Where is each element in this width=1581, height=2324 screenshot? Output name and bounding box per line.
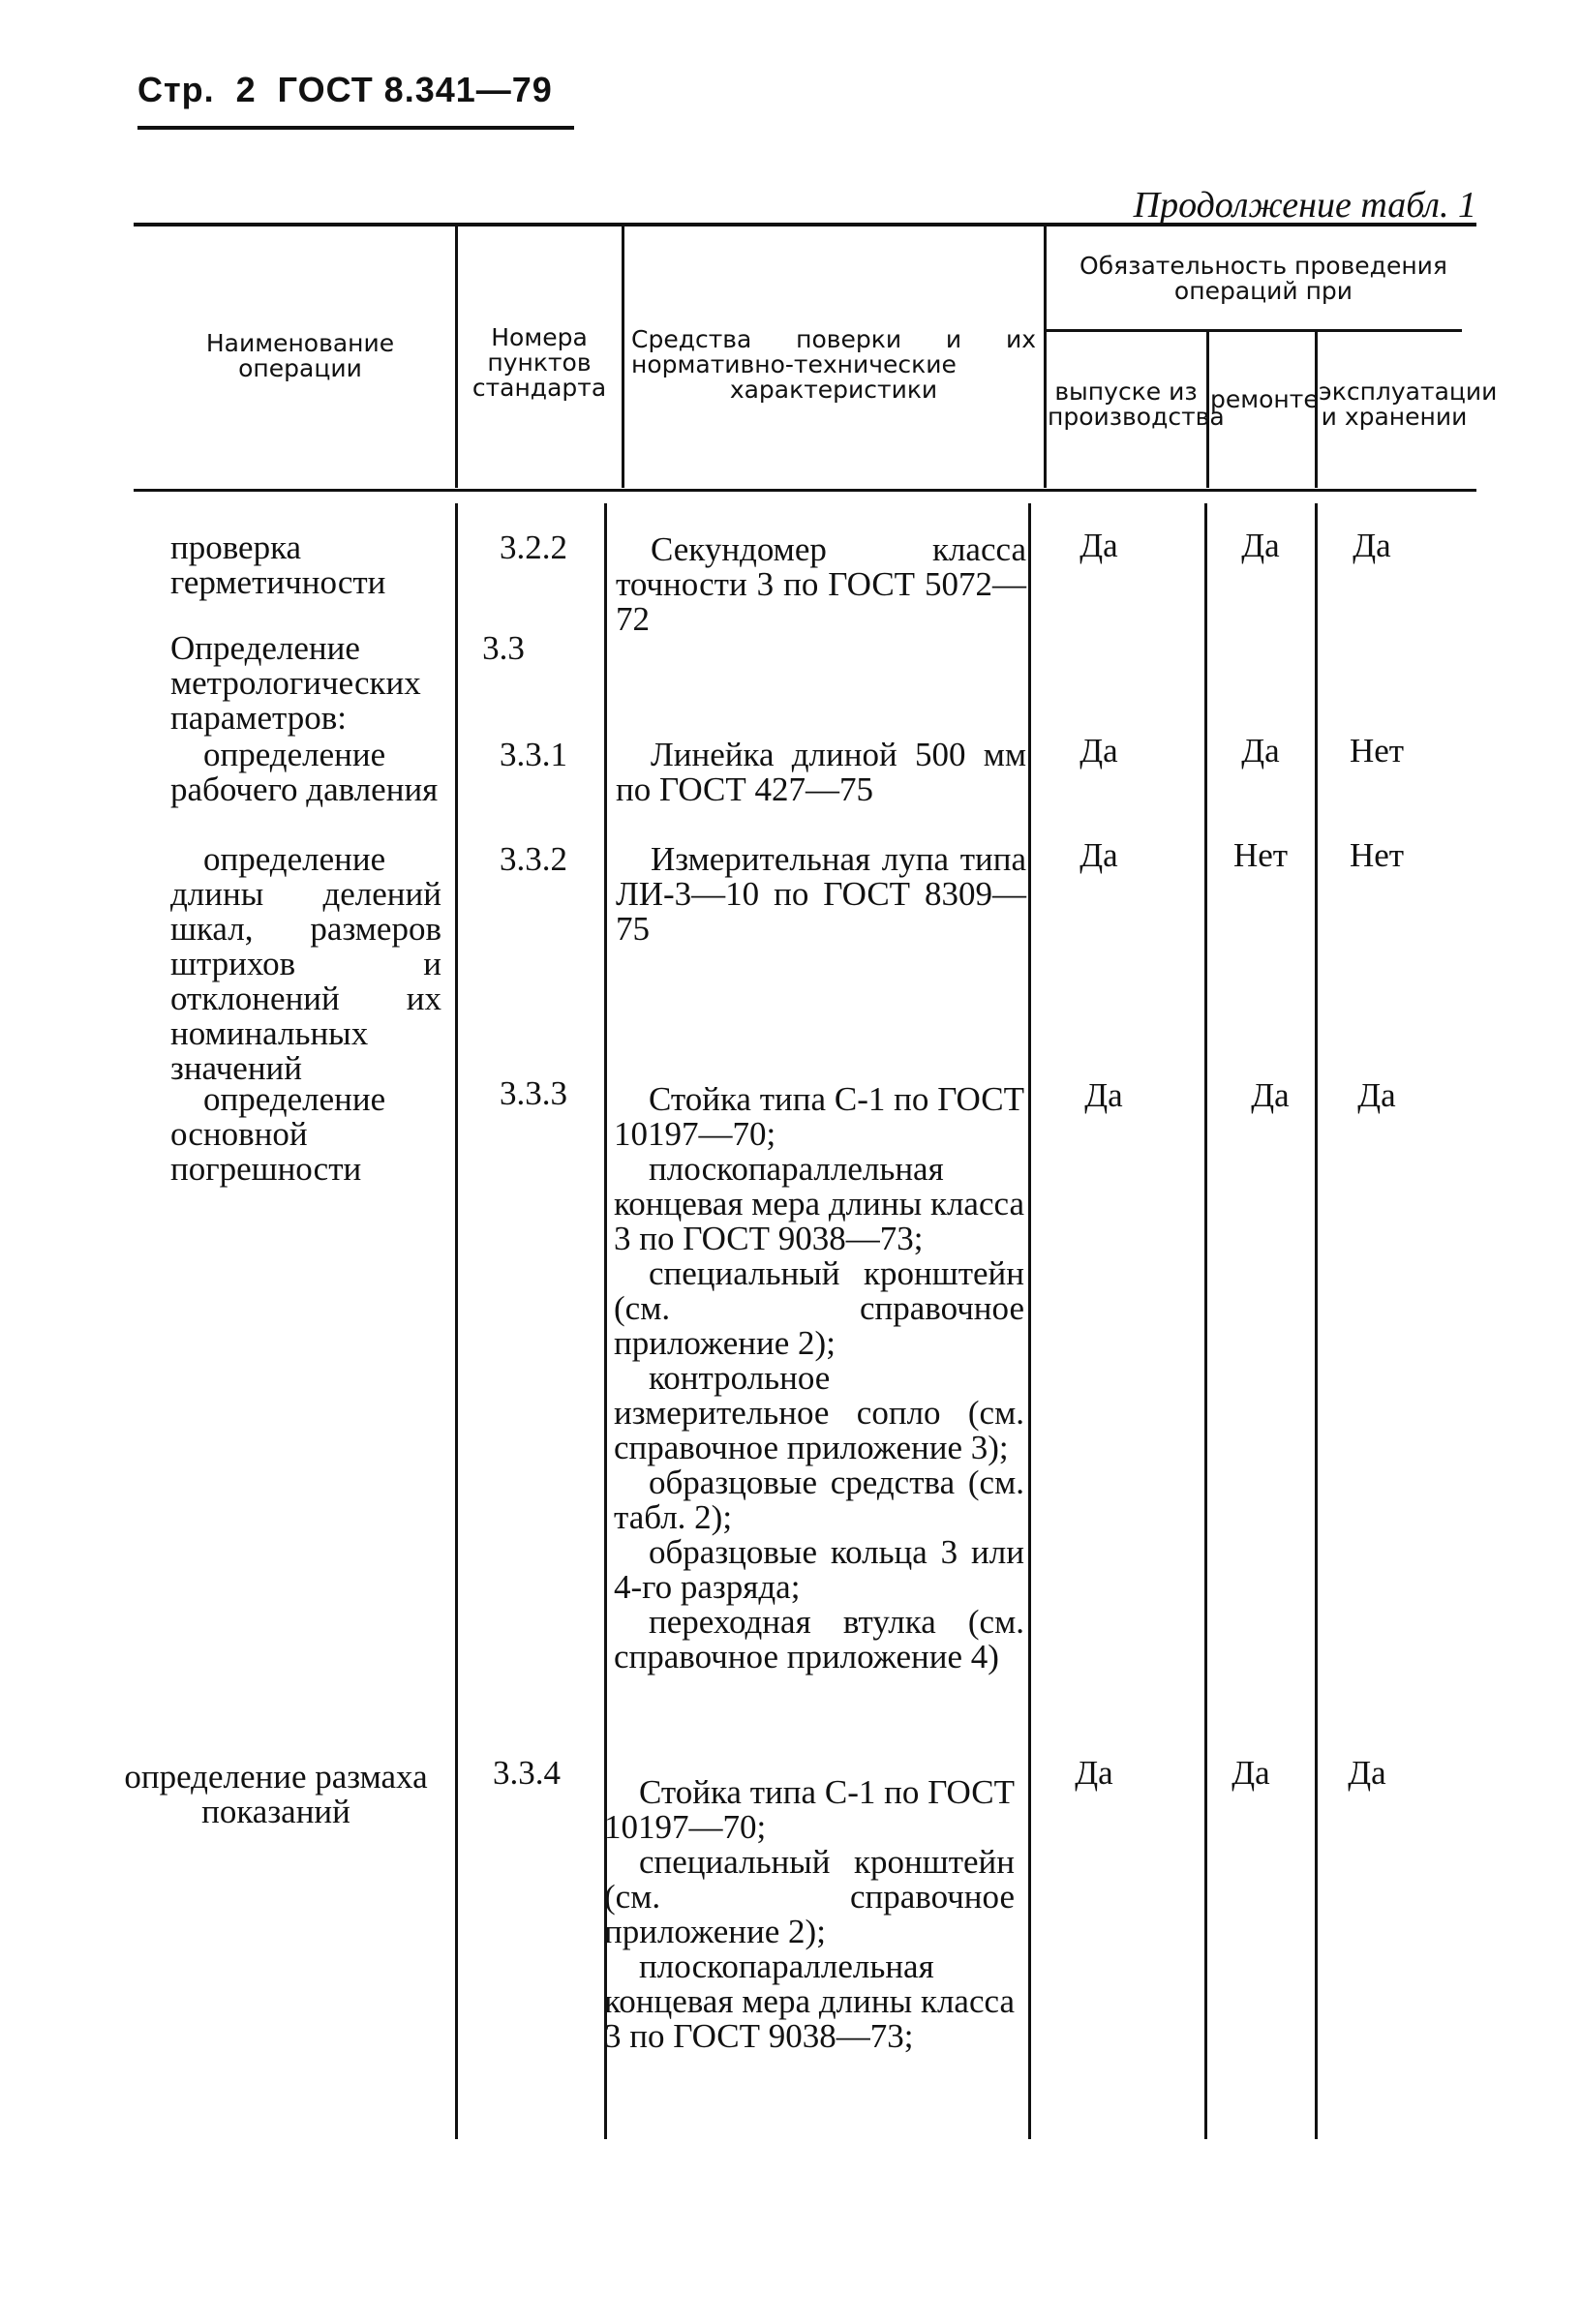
table-row-operation-storage: Нет xyxy=(1349,732,1405,770)
page-header xyxy=(137,70,574,130)
header-clauses: Номера пунктов стандарта xyxy=(471,323,607,402)
table-row-release: Да xyxy=(1075,1754,1113,1792)
header-means: Средства поверки и их нормативно-технические характеристики xyxy=(631,325,1036,404)
column-divider xyxy=(455,503,458,2139)
table-row-means: Измерительная лупа типа ЛИ-3—10 по ГОСТ 8309—75 xyxy=(616,840,1026,948)
table-row-clause: 3.2.2 xyxy=(500,528,567,566)
header-release: выпуске из производства xyxy=(1048,377,1225,431)
table-row-means-list xyxy=(604,1775,1015,2054)
table-row-operation: определение размаха показаний xyxy=(124,1758,428,1830)
table-row-operation: определение длины делений шкал, размеров штрихов и отклонений их номинальных значений xyxy=(170,840,441,1087)
means-item: образцовые кольца 3 или 4-го разряда; xyxy=(614,1533,1024,1606)
table-row-repair: Нет xyxy=(1232,836,1289,874)
standard-id: ГОСТ 8.341—79 xyxy=(277,70,553,109)
column-divider xyxy=(455,225,458,488)
table-row-release: Да xyxy=(1079,527,1118,564)
means-item: специальный кронштейн (см. справочное приложение 2); xyxy=(614,1254,1024,1362)
column-divider xyxy=(1315,503,1318,2139)
table-row-repair: Да xyxy=(1241,732,1280,770)
table-row-repair: Да xyxy=(1251,1076,1290,1114)
header-operation: Наименование операции xyxy=(205,329,395,382)
header-repair: ремонте xyxy=(1210,385,1319,413)
table-row-means-list xyxy=(614,1082,1024,1675)
means-item: Стойка типа С-1 по ГОСТ 10197—70; xyxy=(604,1773,1015,1846)
mandatory-subheader-rule xyxy=(1046,329,1462,332)
table-row-operation-storage: Да xyxy=(1357,1076,1396,1114)
table-header-rule xyxy=(134,489,1476,492)
table-row-operation-storage: Да xyxy=(1353,527,1391,564)
means-item: контрольное измерительное сопло (см. справочное приложение 3); xyxy=(614,1359,1024,1466)
means-item: плоскопараллельная концевая мера длины класса 3 по ГОСТ 9038—73; xyxy=(604,1947,1015,2055)
table-row-repair: Да xyxy=(1231,1754,1270,1792)
table-row-operation-storage: Нет xyxy=(1349,836,1405,874)
header-operation-storage: эксплуатации и хранении xyxy=(1319,377,1498,431)
table-row-release: Да xyxy=(1079,836,1118,874)
page-label: Стр. xyxy=(137,70,215,109)
table-continuation-caption: Продолжение табл. 1 xyxy=(1133,185,1476,226)
means-item: переходная втулка (см. справочное приложение 4) xyxy=(614,1603,1024,1675)
table-row-repair: Да xyxy=(1241,527,1280,564)
table-row-operation: определение основной погрешности xyxy=(170,1080,386,1188)
table-row-clause: 3.3 xyxy=(482,629,525,667)
means-item: плоскопараллельная концевая мера длины класса 3 по ГОСТ 9038—73; xyxy=(614,1150,1024,1257)
table-row-clause: 3.3.4 xyxy=(493,1754,561,1792)
column-divider xyxy=(1204,503,1207,2139)
table-row-operation: определение рабочего давления xyxy=(170,736,439,808)
table-row-clause: 3.3.1 xyxy=(500,736,567,773)
table-row-release: Да xyxy=(1084,1076,1123,1114)
table-row-means: Линейка длиной 500 мм по ГОСТ 427—75 xyxy=(616,736,1026,808)
means-item: специальный кронштейн (см. справочное приложение 2); xyxy=(604,1843,1015,1950)
table-row-operation: Определение метрологических параметров: xyxy=(170,629,421,737)
table-row-release: Да xyxy=(1079,732,1118,770)
table-row-means: Секундомер класса точности 3 по ГОСТ 5072—72 xyxy=(616,530,1026,638)
table-row-clause: 3.3.2 xyxy=(500,840,567,878)
table-top-rule xyxy=(134,223,1476,226)
column-divider xyxy=(1028,503,1031,2139)
table-row-operation: проверка герметичности xyxy=(170,528,386,601)
table-row-operation-storage: Да xyxy=(1348,1754,1386,1792)
column-divider xyxy=(1044,225,1047,488)
header-mandatory: Обязательность проведения операций при xyxy=(1079,252,1447,305)
column-divider xyxy=(622,225,624,488)
page-number: 2 xyxy=(235,70,257,109)
table-row-clause: 3.3.3 xyxy=(500,1074,567,1112)
means-item: образцовые средства (см. табл. 2); xyxy=(614,1464,1024,1536)
means-item: Стойка типа С-1 по ГОСТ 10197—70; xyxy=(614,1080,1024,1153)
